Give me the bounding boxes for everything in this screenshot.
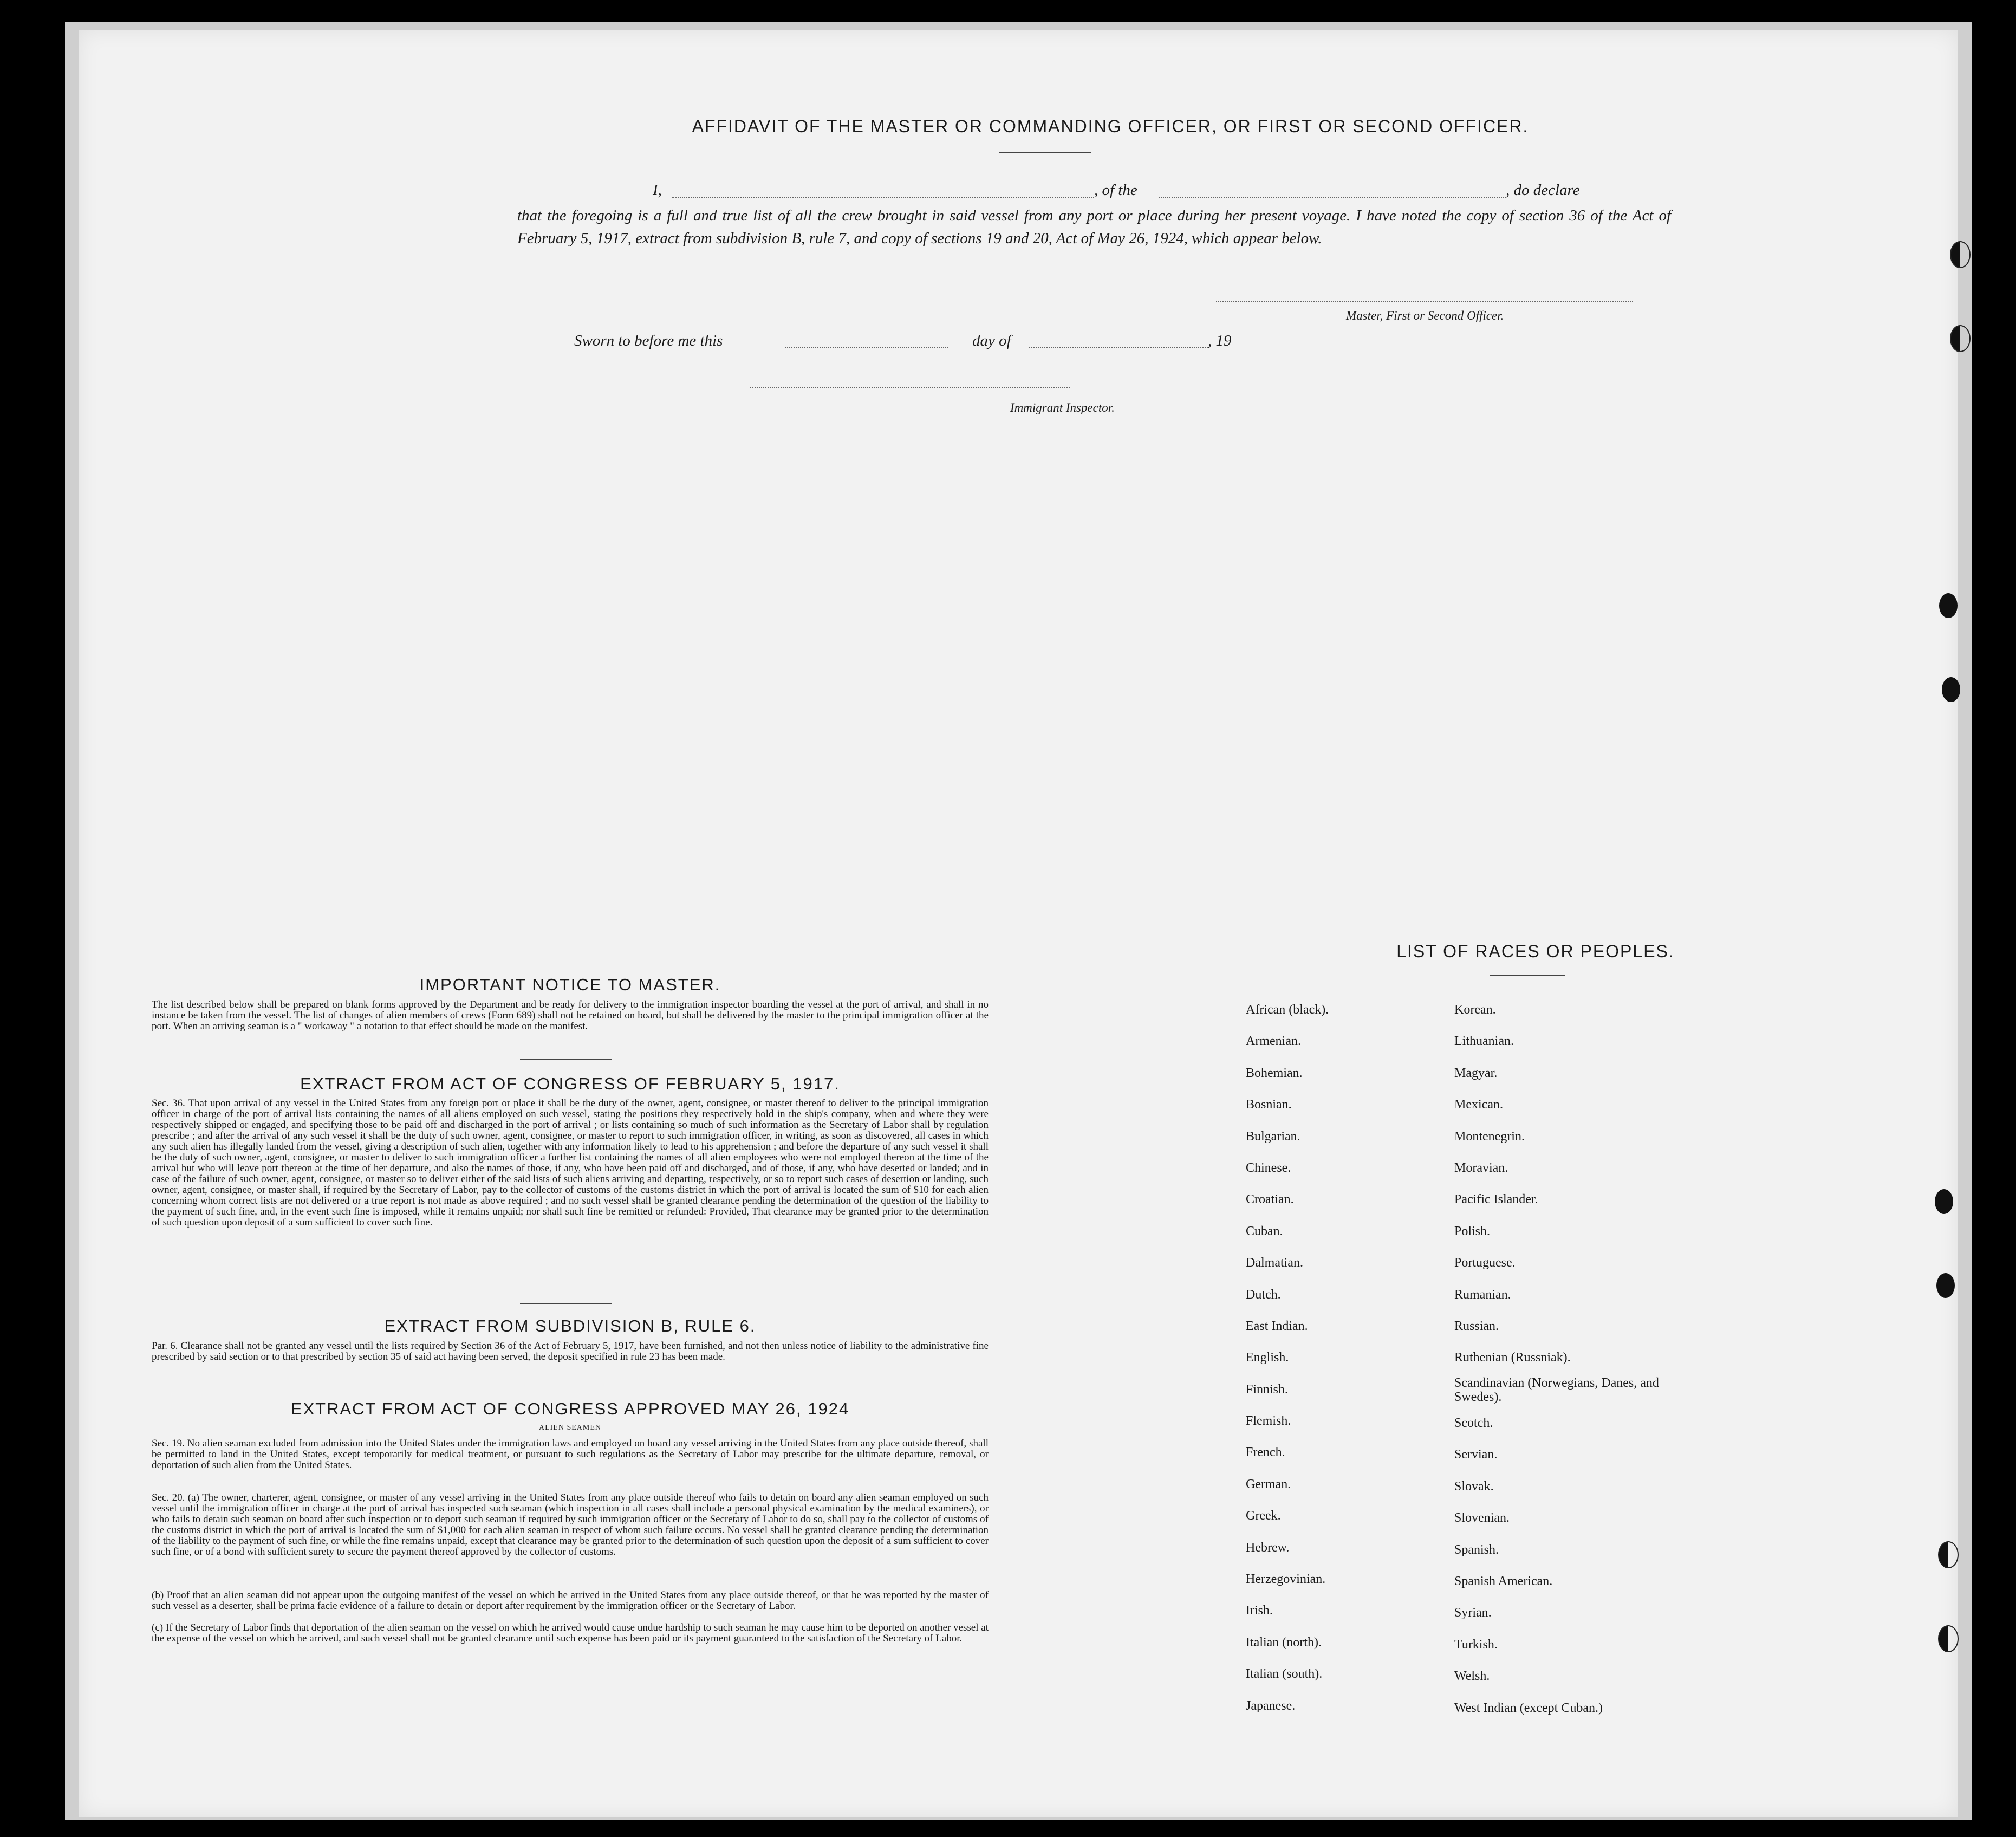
race-item: Pacific Islander. bbox=[1454, 1192, 1538, 1207]
race-item: Rumanian. bbox=[1454, 1287, 1511, 1302]
rule6-heading: EXTRACT FROM SUBDIVISION B, RULE 6. bbox=[384, 1316, 756, 1335]
race-item: Chinese. bbox=[1246, 1160, 1291, 1175]
race-item: Finnish. bbox=[1246, 1382, 1289, 1397]
race-item: French. bbox=[1246, 1445, 1285, 1460]
affidavit-of-the: , of the bbox=[1094, 181, 1137, 199]
rule6-text: Par. 6. Clearance shall not be granted any vessel until the lists required by Section 36 of the Act of February 5, 1917, have been furnished, and not then unless notice of liability to the administrative fine prescribed by said section or to that prescribed by section 35 of said act having been served, the deposit specified in rule 23 has been made. bbox=[152, 1340, 989, 1362]
race-item: East Indian. bbox=[1246, 1319, 1308, 1333]
race-item: Moravian. bbox=[1454, 1160, 1508, 1175]
race-item: Japanese. bbox=[1246, 1698, 1296, 1713]
binder-hole bbox=[1950, 241, 1971, 268]
race-item: Cuban. bbox=[1246, 1224, 1283, 1238]
affidavit-rule bbox=[999, 152, 1091, 153]
race-item: Lithuanian. bbox=[1454, 1034, 1514, 1049]
race-item: African (black). bbox=[1246, 1003, 1329, 1017]
race-item: Italian (south). bbox=[1246, 1667, 1323, 1682]
notice-rule bbox=[520, 1059, 612, 1060]
races-right-column bbox=[1454, 994, 1693, 1724]
affidavit-declare: , do declare bbox=[1506, 181, 1580, 199]
race-item: Montenegrin. bbox=[1454, 1129, 1525, 1144]
sworn-day-blank bbox=[785, 347, 948, 348]
sworn-month-blank bbox=[1029, 347, 1208, 348]
inspector-signature-line bbox=[750, 387, 1070, 388]
race-item: West Indian (except Cuban.) bbox=[1454, 1700, 1603, 1715]
race-item: Spanish. bbox=[1454, 1542, 1499, 1557]
race-item: Armenian. bbox=[1246, 1034, 1301, 1049]
race-item: Welsh. bbox=[1454, 1669, 1490, 1684]
race-item: Slovenian. bbox=[1454, 1511, 1510, 1526]
binder-hole bbox=[1938, 1625, 1959, 1652]
race-item: Greek. bbox=[1246, 1509, 1281, 1523]
race-item: Herzegovinian. bbox=[1246, 1572, 1326, 1587]
race-item: English. bbox=[1246, 1351, 1289, 1365]
extract-1924-sec19: Sec. 19. No alien seaman excluded from admission into the United States under the immigration laws and employed on board any vessel arriving in the United States from any place outside thereof, shall be permitted to land in the United States, except temporarily for medical treatment, or pursuant to such regulations as the Secretary of Labor may prescribe for the ultimate departure, removal, or deportation of such alien from the United States. bbox=[152, 1438, 989, 1471]
race-item: Slovak. bbox=[1454, 1479, 1494, 1494]
race-item: Polish. bbox=[1454, 1224, 1491, 1238]
sworn-day-of: day of bbox=[972, 332, 1011, 349]
binder-hole bbox=[1938, 1541, 1959, 1568]
race-item: Portuguese. bbox=[1454, 1256, 1516, 1270]
binder-hole bbox=[1935, 1189, 1953, 1214]
races-left-column bbox=[1246, 994, 1452, 1722]
extract-1924-sec20c: (c) If the Secretary of Labor finds that deportation of the alien seaman on the vessel on which he arrived would cause undue hardship to such seaman he may cause him to be deported on another vessel at the expense of the vessel on which he arrived, and such vessel shall not be granted clearance until such expense has been paid or its payment guaranteed to the satisfaction of the Secretary of Labor. bbox=[152, 1622, 989, 1644]
extract-1924-subheading: ALIEN SEAMEN bbox=[538, 1424, 602, 1432]
extract-1924-sec20b: (b) Proof that an alien seaman did not appear upon the outgoing manifest of the vessel on which he arrived in the United States from any place outside thereof, or that he was reported by the master of such vessel as a deserter, shall be prima facie evidence of a failure to detain or deport after requirement by the immigration officer or the Secretary of Labor. bbox=[152, 1589, 989, 1612]
affidavit-heading: AFFIDAVIT OF THE MASTER OR COMMANDING OFFICER, OR FIRST OR SECOND OFFICER. bbox=[692, 116, 1529, 136]
notice-heading: IMPORTANT NOTICE TO MASTER. bbox=[419, 975, 721, 994]
inspector-caption: Immigrant Inspector. bbox=[1010, 401, 1115, 414]
race-item: Bosnian. bbox=[1246, 1098, 1292, 1112]
sworn-year: , 19 bbox=[1208, 332, 1232, 349]
race-item: Ruthenian (Russniak). bbox=[1454, 1351, 1571, 1365]
race-item: Turkish. bbox=[1454, 1637, 1498, 1652]
race-item: Scandinavian (Norwegians, Danes, and Swedes). bbox=[1454, 1375, 1659, 1404]
binder-hole bbox=[1950, 325, 1971, 352]
extract-1917-text: Sec. 36. That upon arrival of any vessel in the United States from any foreign port or place it shall be the duty of the owner, agent, consignee, or master thereof to deliver to the principal immigration officer in charge of the port of arrival lists containing the names of all aliens employed on such vessel, stating the positions they respectively hold in the ship's company, when and where they were respectively shipped or engaged, and specifying those to be paid off and discharged in the port of arrival ; or lists containing so much of such information as the Secretary of Labor shall by regulation prescribe ; and after the arrival of any such vessel it shall be the duty of such owner, agent, consignee, or master to report to such immigration officer, in writing, as soon as discovered, all cases in which any such alien has illegally landed from the vessel, giving a description of such alien, together with any information likely to lead to his apprehension ; and before the departure of any such vessel it shall be the duty of such owner, agent, consignee, or master to deliver to such immigration officer a further list containing the names of all alien employees who were not employed thereon at the time of the arrival but who will leave port thereon at the time of her departure, and also the names of those, if any, who have been paid off and discharged, and of those, if any, who have deserted or landed; and in case of the failure of such owner, agent, consignee, or master so to deliver either of the said lists of such aliens arriving and departing, respectively, or so to report such cases of desertion or landing, such owner, agent, consignee, or master shall, if required by the Secretary of Labor, pay to the collector of customs of the customs district in which the port of arrival is located the sum of $10 for each alien concerning whom correct lists are not delivered or a true report is not made as above required ; and no such vessel shall be granted clearance pending the determination of the question of the liability to the payment of such fine, and, in the event such fine is imposed, while it remains unpaid; nor shall such fine be remitted or refunded: Provided, That clearance may be granted prior to the determination of such question upon deposit of a sum sufficient to cover such fine. bbox=[152, 1098, 989, 1228]
binder-hole bbox=[1942, 677, 1960, 702]
race-item: Magyar. bbox=[1454, 1066, 1498, 1080]
race-item: Flemish. bbox=[1246, 1414, 1291, 1429]
affidavit-body: that the foregoing is a full and true list of all the crew brought in said vessel from any port or place during her present voyage. I have noted the copy of section 36 of the Act of February 5, 1917, extract from subdivision B, rule 7, and copy of sections 19 and 20, Act of May 26, 1924, which appear below. bbox=[517, 207, 1671, 247]
races-heading: LIST OF RACES OR PEOPLES. bbox=[1396, 942, 1675, 961]
race-item: German. bbox=[1246, 1477, 1291, 1491]
race-item: Irish. bbox=[1246, 1604, 1273, 1618]
vessel-blank bbox=[1159, 197, 1506, 198]
race-item: Servian. bbox=[1454, 1447, 1498, 1462]
race-item: Dalmatian. bbox=[1246, 1256, 1303, 1270]
binder-hole bbox=[1936, 1273, 1955, 1298]
affidavit-i: I, bbox=[653, 181, 662, 199]
race-item: Korean. bbox=[1454, 1003, 1496, 1017]
extract-1924-heading: EXTRACT FROM ACT OF CONGRESS APPROVED MAY 26, 1924 bbox=[290, 1399, 850, 1418]
extract-1917-heading: EXTRACT FROM ACT OF CONGRESS OF FEBRUARY 5, 1917. bbox=[300, 1074, 840, 1093]
notice-text: The list described below shall be prepared on blank forms approved by the Department and be ready for delivery to the immigration inspector boarding the vessel at the port of arrival, and shall in no instance be taken from the vessel. The list of changes of alien members of crews (Form 689) shall not be retained on board, but shall be delivered by the master to the principal immigration officer at the port. When an arriving seaman is a " workaway " a notation to that effect should be made on the manifest. bbox=[152, 999, 989, 1032]
race-item: Mexican. bbox=[1454, 1098, 1503, 1112]
extract-1924-sec20a: Sec. 20. (a) The owner, charterer, agent, consignee, or master of any vessel arriving in the United States from any place outside thereof who fails to detain on board any alien seaman employed on such vessel until the immigration officer in charge at the port of arrival has inspected such seaman (which inspection in all cases shall include a personal physical examination by the medical examiners), or who fails to detain such seaman on board after such inspection or to deport such seaman if required by such immigration officer or the Secretary of Labor to do so, shall pay to the collector of customs of the customs district in which the port of arrival is located the sum of $1,000 for each alien seaman in respect of whom such failure occurs. No vessel shall be granted clearance pending the determination of the liability to the payment of such fine, or while the fine remains unpaid, except that clearance may be granted prior to the determination of such question upon the deposit of a sum sufficient to cover such fine, or of a bond with sufficient surety to secure the payment thereof approved by the collector of customs. bbox=[152, 1492, 989, 1557]
race-item: Croatian. bbox=[1246, 1192, 1294, 1207]
race-item: Dutch. bbox=[1246, 1287, 1281, 1302]
race-item: Bulgarian. bbox=[1246, 1129, 1300, 1144]
races-rule bbox=[1490, 975, 1565, 976]
master-signature-line bbox=[1216, 301, 1633, 302]
document-page bbox=[79, 30, 1958, 1817]
extract-1917-rule bbox=[520, 1303, 612, 1304]
binder-hole bbox=[1939, 593, 1958, 618]
race-item: Bohemian. bbox=[1246, 1066, 1303, 1080]
race-item: Syrian. bbox=[1454, 1606, 1492, 1620]
race-item: Spanish American. bbox=[1454, 1574, 1553, 1589]
sworn-prefix: Sworn to before me this bbox=[574, 332, 723, 349]
master-signature-caption: Master, First or Second Officer. bbox=[1346, 309, 1504, 322]
affidavit-line1 bbox=[574, 181, 1674, 203]
race-item: Russian. bbox=[1454, 1319, 1499, 1333]
race-item: Italian (north). bbox=[1246, 1635, 1322, 1650]
race-item: Scotch. bbox=[1454, 1416, 1493, 1431]
name-blank bbox=[672, 197, 1094, 198]
sworn-line bbox=[574, 332, 1332, 354]
race-item: Hebrew. bbox=[1246, 1540, 1290, 1555]
